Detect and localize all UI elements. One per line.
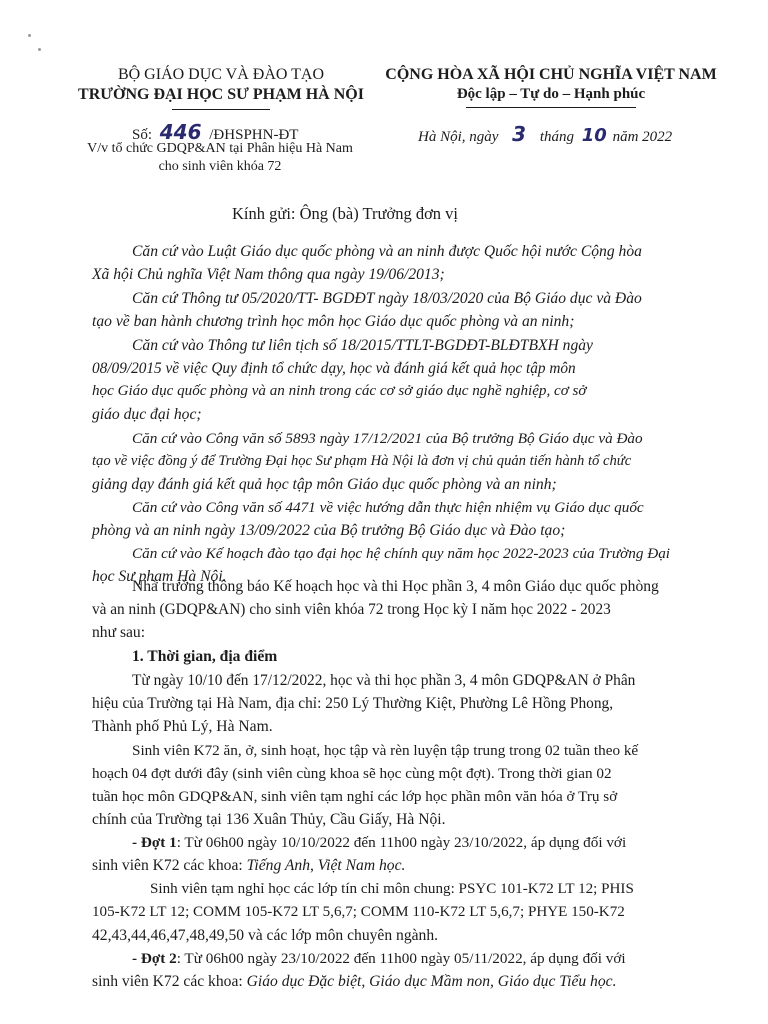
handwritten-day: 3 [512, 122, 527, 146]
section-line: Sinh viên K72 ăn, ở, sinh hoạt, học tập và rèn luyện tập trung trong 02 tuần theo kế [132, 742, 639, 759]
number-suffix: /ĐHSPHN-ĐT [209, 127, 299, 143]
basis-line: 08/09/2015 về việc Quy định tổ chức dạy, học và đánh giá kết quả học tập môn [92, 360, 576, 377]
section-line: Thành phố Phủ Lý, Hà Nam. [92, 718, 273, 735]
salutation: Kính gửi: Ông (bà) Trưởng đơn vị [232, 204, 459, 223]
notice-line: và an ninh (GDQP&AN) cho sinh viên khóa 72 trong Học kỳ I năm học 2022 - 2023 [92, 601, 611, 618]
basis-line: Căn cứ vào Kế hoạch đào tạo đại học hệ chính quy năm học 2022-2023 của Trường Đại [132, 545, 671, 562]
scan-speck [38, 48, 41, 51]
ministry-name: BỘ GIÁO DỤC VÀ ĐÀO TẠO [117, 66, 325, 83]
notice-line: như sau: [92, 624, 146, 641]
header-underline-right [466, 107, 636, 108]
document-date [418, 122, 672, 146]
phase-2-text: : Từ 06h00 ngày 23/10/2022 đến 11h00 ngày 05/11/2022, áp dụng đối với [176, 950, 626, 967]
national-motto: Độc lập – Tự do – Hạnh phúc [456, 86, 646, 102]
phase-1-prefix: sinh viên K72 các khoa: [92, 857, 247, 874]
phase-1-faculties: Tiếng Anh, Việt Nam học. [246, 857, 406, 874]
handwritten-number: 446 [159, 120, 202, 144]
section-line: hoạch 04 đợt dưới đây (sinh viên cùng khoa sẽ học cùng một đợt). Trong thời gian 02 [92, 765, 612, 782]
phase-2-line [132, 950, 626, 968]
basis-line: phòng và an ninh ngày 13/09/2022 của Bộ trưởng Bộ Giáo dục và Đào tạo; [92, 522, 566, 539]
subject-line-2: cho sinh viên khóa 72 [158, 159, 282, 174]
phase-1-faculties-line [92, 857, 405, 875]
basis-line: tạo về ban hành chương trình học môn học Giáo dục quốc phòng và an ninh; [92, 313, 575, 330]
university-name: TRƯỜNG ĐẠI HỌC SƯ PHẠM HÀ NỘI [78, 86, 364, 103]
header-underline-left [172, 109, 270, 110]
basis-line: Căn cứ vào Thông tư liên tịch số 18/2015/TTLT-BGDĐT-BLĐTBXH ngày [132, 337, 593, 354]
section-line: hiệu của Trường tại Hà Nam, địa chỉ: 250 Lý Thường Kiệt, Phường Lê Hồng Phong, [92, 695, 614, 712]
phase-2-faculties-line [92, 973, 616, 991]
section-line: tuần học môn GDQP&AN, sinh viên tạm nghỉ các lớp học phần môn văn hóa ở Trụ sở [92, 788, 618, 805]
basis-line: Căn cứ vào Công văn số 5893 ngày 17/12/2021 của Bộ trưởng Bộ Giáo dục và Đào [132, 430, 643, 447]
pause-line: 42,43,44,46,47,48,49,50 và các lớp môn chuyên ngành. [92, 927, 439, 944]
basis-line: giáo dục đại học; [92, 406, 202, 423]
month-label: tháng [539, 129, 575, 145]
subject-line-1: V/v tổ chức GDQP&AN tại Phân hiệu Hà Nam [87, 141, 353, 156]
basis-line: Xã hội Chủ nghĩa Việt Nam thông qua ngày 19/06/2013; [92, 266, 445, 283]
basis-line: tạo về việc đồng ý để Trường Đại học Sư phạm Hà Nội là đơn vị chủ quản tiến hành tổ chức [92, 453, 632, 469]
basis-line: Căn cứ vào Luật Giáo dục quốc phòng và an ninh được Quốc hội nước Cộng hòa [132, 243, 642, 260]
republic-title: CỘNG HÒA XÃ HỘI CHỦ NGHĨA VIỆT NAM [385, 66, 717, 83]
basis-line: học Sư phạm Hà Nội. [92, 568, 227, 585]
phase-2-prefix: sinh viên K72 các khoa: [92, 973, 247, 990]
phase-1-line [132, 834, 626, 852]
phase-1-label: - Đợt 1 [132, 834, 177, 851]
basis-line: Căn cứ Thông tư 05/2020/TT- BGDĐT ngày 18/03/2020 của Bộ Giáo dục và Đào [132, 290, 642, 307]
phase-2-faculties: Giáo dục Đặc biệt, Giáo dục Mầm non, Giáo dục Tiểu học. [246, 973, 617, 990]
basis-line: Căn cứ vào Công văn số 4471 về việc hướng dẫn thực hiện nhiệm vụ Giáo dục quốc [132, 499, 644, 516]
pause-line: Sinh viên tạm nghỉ học các lớp tín chỉ môn chung: PSYC 101-K72 LT 12; PHIS [150, 881, 634, 897]
phase-1-text: : Từ 06h00 ngày 10/10/2022 đến 11h00 ngày 23/10/2022, áp dụng đối với [176, 834, 627, 851]
notice-line: Nhà trường thông báo Kế hoạch học và thi Học phần 3, 4 môn Giáo dục quốc phòng [132, 578, 659, 595]
pause-line: 105-K72 LT 12; COMM 105-K72 LT 5,6,7; COMM 110-K72 LT 5,6,7; PHYE 150-K72 [92, 904, 625, 920]
number-prefix: Số: [132, 127, 153, 143]
basis-line: học Giáo dục quốc phòng và an ninh trong các cơ sở giáo dục nghề nghiệp, cơ sở [92, 383, 587, 399]
scan-speck [28, 34, 31, 37]
section-line: Từ ngày 10/10 đến 17/12/2022, học và thi học phần 3, 4 môn GDQP&AN ở Phân [132, 672, 636, 689]
phase-2-label: - Đợt 2 [132, 950, 177, 967]
year-label: năm 2022 [612, 129, 673, 145]
section-line: chính của Trường tại 136 Xuân Thủy, Cầu Giấy, Hà Nội. [92, 811, 446, 828]
basis-line: giảng dạy đánh giá kết quả học tập môn Giáo dục quốc phòng và an ninh; [92, 476, 557, 493]
section-heading: 1. Thời gian, địa điểm [132, 648, 278, 665]
date-prefix: Hà Nội, ngày [418, 129, 499, 145]
handwritten-month: 10 [581, 125, 607, 146]
